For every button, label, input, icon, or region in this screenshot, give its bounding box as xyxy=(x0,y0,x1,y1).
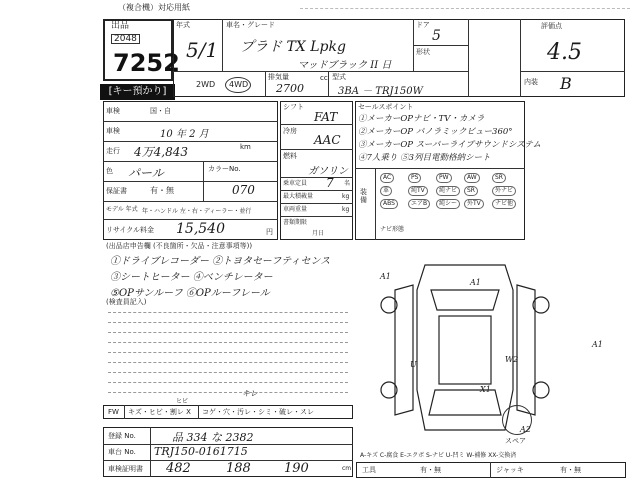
note-line xyxy=(108,392,348,393)
cert-unit: cm xyxy=(342,465,352,472)
weight-unit: kg xyxy=(342,206,350,213)
tools-label: 工具 xyxy=(362,466,376,474)
shift-value: FAT xyxy=(314,110,338,124)
color-label: 色 xyxy=(106,167,113,175)
spare-label: スペア xyxy=(505,437,526,445)
expiry-label: 書類期限 xyxy=(283,219,308,226)
notes-line-1: ①ドライブレコーダー ②トヨタセーフティセンス xyxy=(110,256,331,267)
ac-value: AAC xyxy=(314,133,341,147)
equip-item: AW xyxy=(464,173,480,183)
notes-line-3: ⑤OPサンルーフ ⑥OPルーフレール xyxy=(110,288,270,299)
lot-corner-mark: 出品 xyxy=(111,21,130,31)
fw-items: キズ・ヒビ・割レ X xyxy=(128,408,191,416)
car-damage-diagram xyxy=(365,250,565,450)
notes-line-2: ③シートヒーター ④ベンチレーター xyxy=(110,272,273,283)
mileage-unit: km xyxy=(240,143,251,151)
equip-item: 外TV xyxy=(464,199,484,209)
damage-mark-5: W2 xyxy=(505,355,519,364)
cc-unit: cc xyxy=(320,74,328,82)
plate-label: 登録 No. xyxy=(108,432,136,440)
equip-item: 純TV xyxy=(408,186,428,196)
note-line xyxy=(108,352,348,353)
fw-label: FW xyxy=(108,408,119,416)
damage-mark-4: X1 xyxy=(480,385,491,394)
registration-value: 10 年 2 月 xyxy=(160,129,209,140)
inspector-title: (検査員記入) xyxy=(106,298,147,306)
notes-title: (出品店申告欄 (不良箇所・欠品・注意事項等)) xyxy=(106,242,253,250)
equip-item: PS xyxy=(408,173,421,183)
equip-item: SR xyxy=(492,173,506,183)
note-line xyxy=(108,332,348,333)
equip-item: ナビ他 xyxy=(492,199,516,209)
fuel-label: 燃料 xyxy=(283,152,297,160)
model-grade: マッドブラック II 日 xyxy=(298,60,392,71)
sales-point-2: ②メーカーOP パノラミックビュー360° xyxy=(358,127,513,137)
capacity-unit: 名 xyxy=(344,180,351,187)
warranty-label: 保証書 xyxy=(106,187,127,195)
note-line xyxy=(108,312,348,313)
capacity-label: 乗車定員 xyxy=(283,180,308,187)
drive-selected: 4WD xyxy=(229,80,249,89)
recycle-label: リサイクル料金 xyxy=(106,226,155,234)
year-value: 5/1 xyxy=(186,38,219,62)
color-no-value: 070 xyxy=(232,183,255,197)
chassis-value: TRJ150-0161715 xyxy=(154,445,248,458)
plate-value: 品 334 な 2382 xyxy=(172,431,254,444)
ac-label: 冷房 xyxy=(283,127,297,135)
cert-value-3: 190 xyxy=(284,461,309,476)
fw-divider: ヒビ xyxy=(176,398,189,405)
chassis-label: 車台 No. xyxy=(108,448,136,456)
equip-item: エアB xyxy=(408,199,430,209)
key-badge-label: キー預かり xyxy=(112,86,163,97)
load-unit: kg xyxy=(342,193,350,200)
damage-mark-7: A2 xyxy=(520,425,531,434)
recycle-value: 15,540 xyxy=(176,221,225,237)
year-label: 年式 xyxy=(176,21,190,29)
inspection-circle: 国・自 xyxy=(150,107,171,115)
type-value: 3BA － TRJ150W xyxy=(338,86,423,97)
drive-option: 2WD xyxy=(196,80,216,89)
equip-item: 外ナビ xyxy=(492,186,516,196)
mileage-value: 4万4,843 xyxy=(134,145,188,159)
interior-value: B xyxy=(560,74,572,93)
weight-label: 車両重量 xyxy=(283,206,308,213)
key-badge: [キー預かり] xyxy=(100,84,175,100)
equip-item: SR xyxy=(464,186,478,196)
yen-unit: 円 xyxy=(266,228,273,236)
lot-number: 7252 xyxy=(113,49,180,77)
shape-label: 形状 xyxy=(416,48,430,56)
jack-value: 有・無 xyxy=(560,466,581,474)
damage-legend: A-キズ C-腐食 E-エクボ S-ナビ U-凹ミ W-補修 XX-交換済 xyxy=(360,452,517,459)
equip-item: PW xyxy=(436,173,452,183)
tools-value: 有・無 xyxy=(420,466,441,474)
equip-item: 革 xyxy=(380,186,392,196)
sales-point-1: ①メーカーOPナビ・TV・カメラ xyxy=(358,114,485,124)
note-line xyxy=(108,322,348,323)
note-line xyxy=(108,382,348,383)
note-line xyxy=(108,372,348,373)
car-left-side xyxy=(395,285,413,415)
inspection-label: 車検 xyxy=(106,107,120,115)
cert-value-1: 482 xyxy=(166,461,191,476)
jack-label: ジャッキ xyxy=(496,466,524,474)
navi-label: ナビ形態 xyxy=(380,226,405,233)
damage-mark-3: U xyxy=(410,360,417,369)
sales-label: セールスポイント xyxy=(358,103,414,111)
interior-label: 内装 xyxy=(524,78,538,86)
fuel-value: ガソリン xyxy=(308,166,348,177)
score-value: 4.5 xyxy=(547,40,582,65)
equip-item: 純シー xyxy=(436,199,460,209)
type-label: 型式 xyxy=(332,73,346,81)
capacity-value: 7 xyxy=(326,176,334,190)
equip-item: AC xyxy=(380,173,394,183)
car-right-side xyxy=(517,285,535,415)
registration-label: 車検 xyxy=(106,127,120,135)
damage-mark-6: A1 xyxy=(592,340,603,349)
displacement-value: 2700 xyxy=(276,82,304,95)
equip-item: 純ナビ xyxy=(436,186,460,196)
load-label: 最大積載量 xyxy=(283,193,314,200)
model-row-value: 年・ハンドル 左・右・ディーラー・並行 xyxy=(142,208,252,215)
cert-label: 車検証明書 xyxy=(108,465,143,473)
note-line xyxy=(108,362,348,363)
equip-item: ABS xyxy=(380,199,398,209)
model-name: プラド TX Lpkg xyxy=(240,39,346,55)
model-row-label: モデル 年式 xyxy=(106,206,138,213)
tools-jack-row xyxy=(356,462,626,478)
warranty-value: 有・無 xyxy=(150,186,174,195)
displacement-label: 排気量 xyxy=(268,73,289,81)
car-roof xyxy=(439,316,491,384)
lot-code: 2048 xyxy=(111,34,140,44)
equip-label: 装備 xyxy=(360,188,367,204)
door-value: 5 xyxy=(432,28,441,44)
door-label: ドア xyxy=(416,21,430,29)
fw-repair: コゲ・穴・汚レ・シミ・破レ・スレ xyxy=(202,408,314,416)
fw-note: キレ xyxy=(242,389,258,398)
car-windshield xyxy=(431,290,499,310)
sales-point-4: ④7人乗り ⑤3列目電動格納シート xyxy=(358,153,491,163)
form-top-label: （複合機）対応用紙 xyxy=(118,3,190,12)
lot-box xyxy=(103,19,180,81)
note-line xyxy=(108,342,348,343)
damage-mark-2: A1 xyxy=(470,278,481,287)
model-label: 車名・グレード xyxy=(226,21,275,29)
shift-label: シフト xyxy=(283,103,304,111)
cert-value-2: 188 xyxy=(226,461,251,476)
color-value: パール xyxy=(128,166,164,180)
mileage-label: 走行 xyxy=(106,147,120,155)
sales-point-3: ③メーカーOP スーパーライブサウンドシステム xyxy=(358,140,542,150)
damage-mark-1: A1 xyxy=(380,272,391,281)
score-label: 評価点 xyxy=(541,22,562,30)
color-no-label: カラーNo. xyxy=(208,165,241,173)
spare-wheel xyxy=(502,405,532,435)
expiry-unit: 月日 xyxy=(312,230,325,237)
